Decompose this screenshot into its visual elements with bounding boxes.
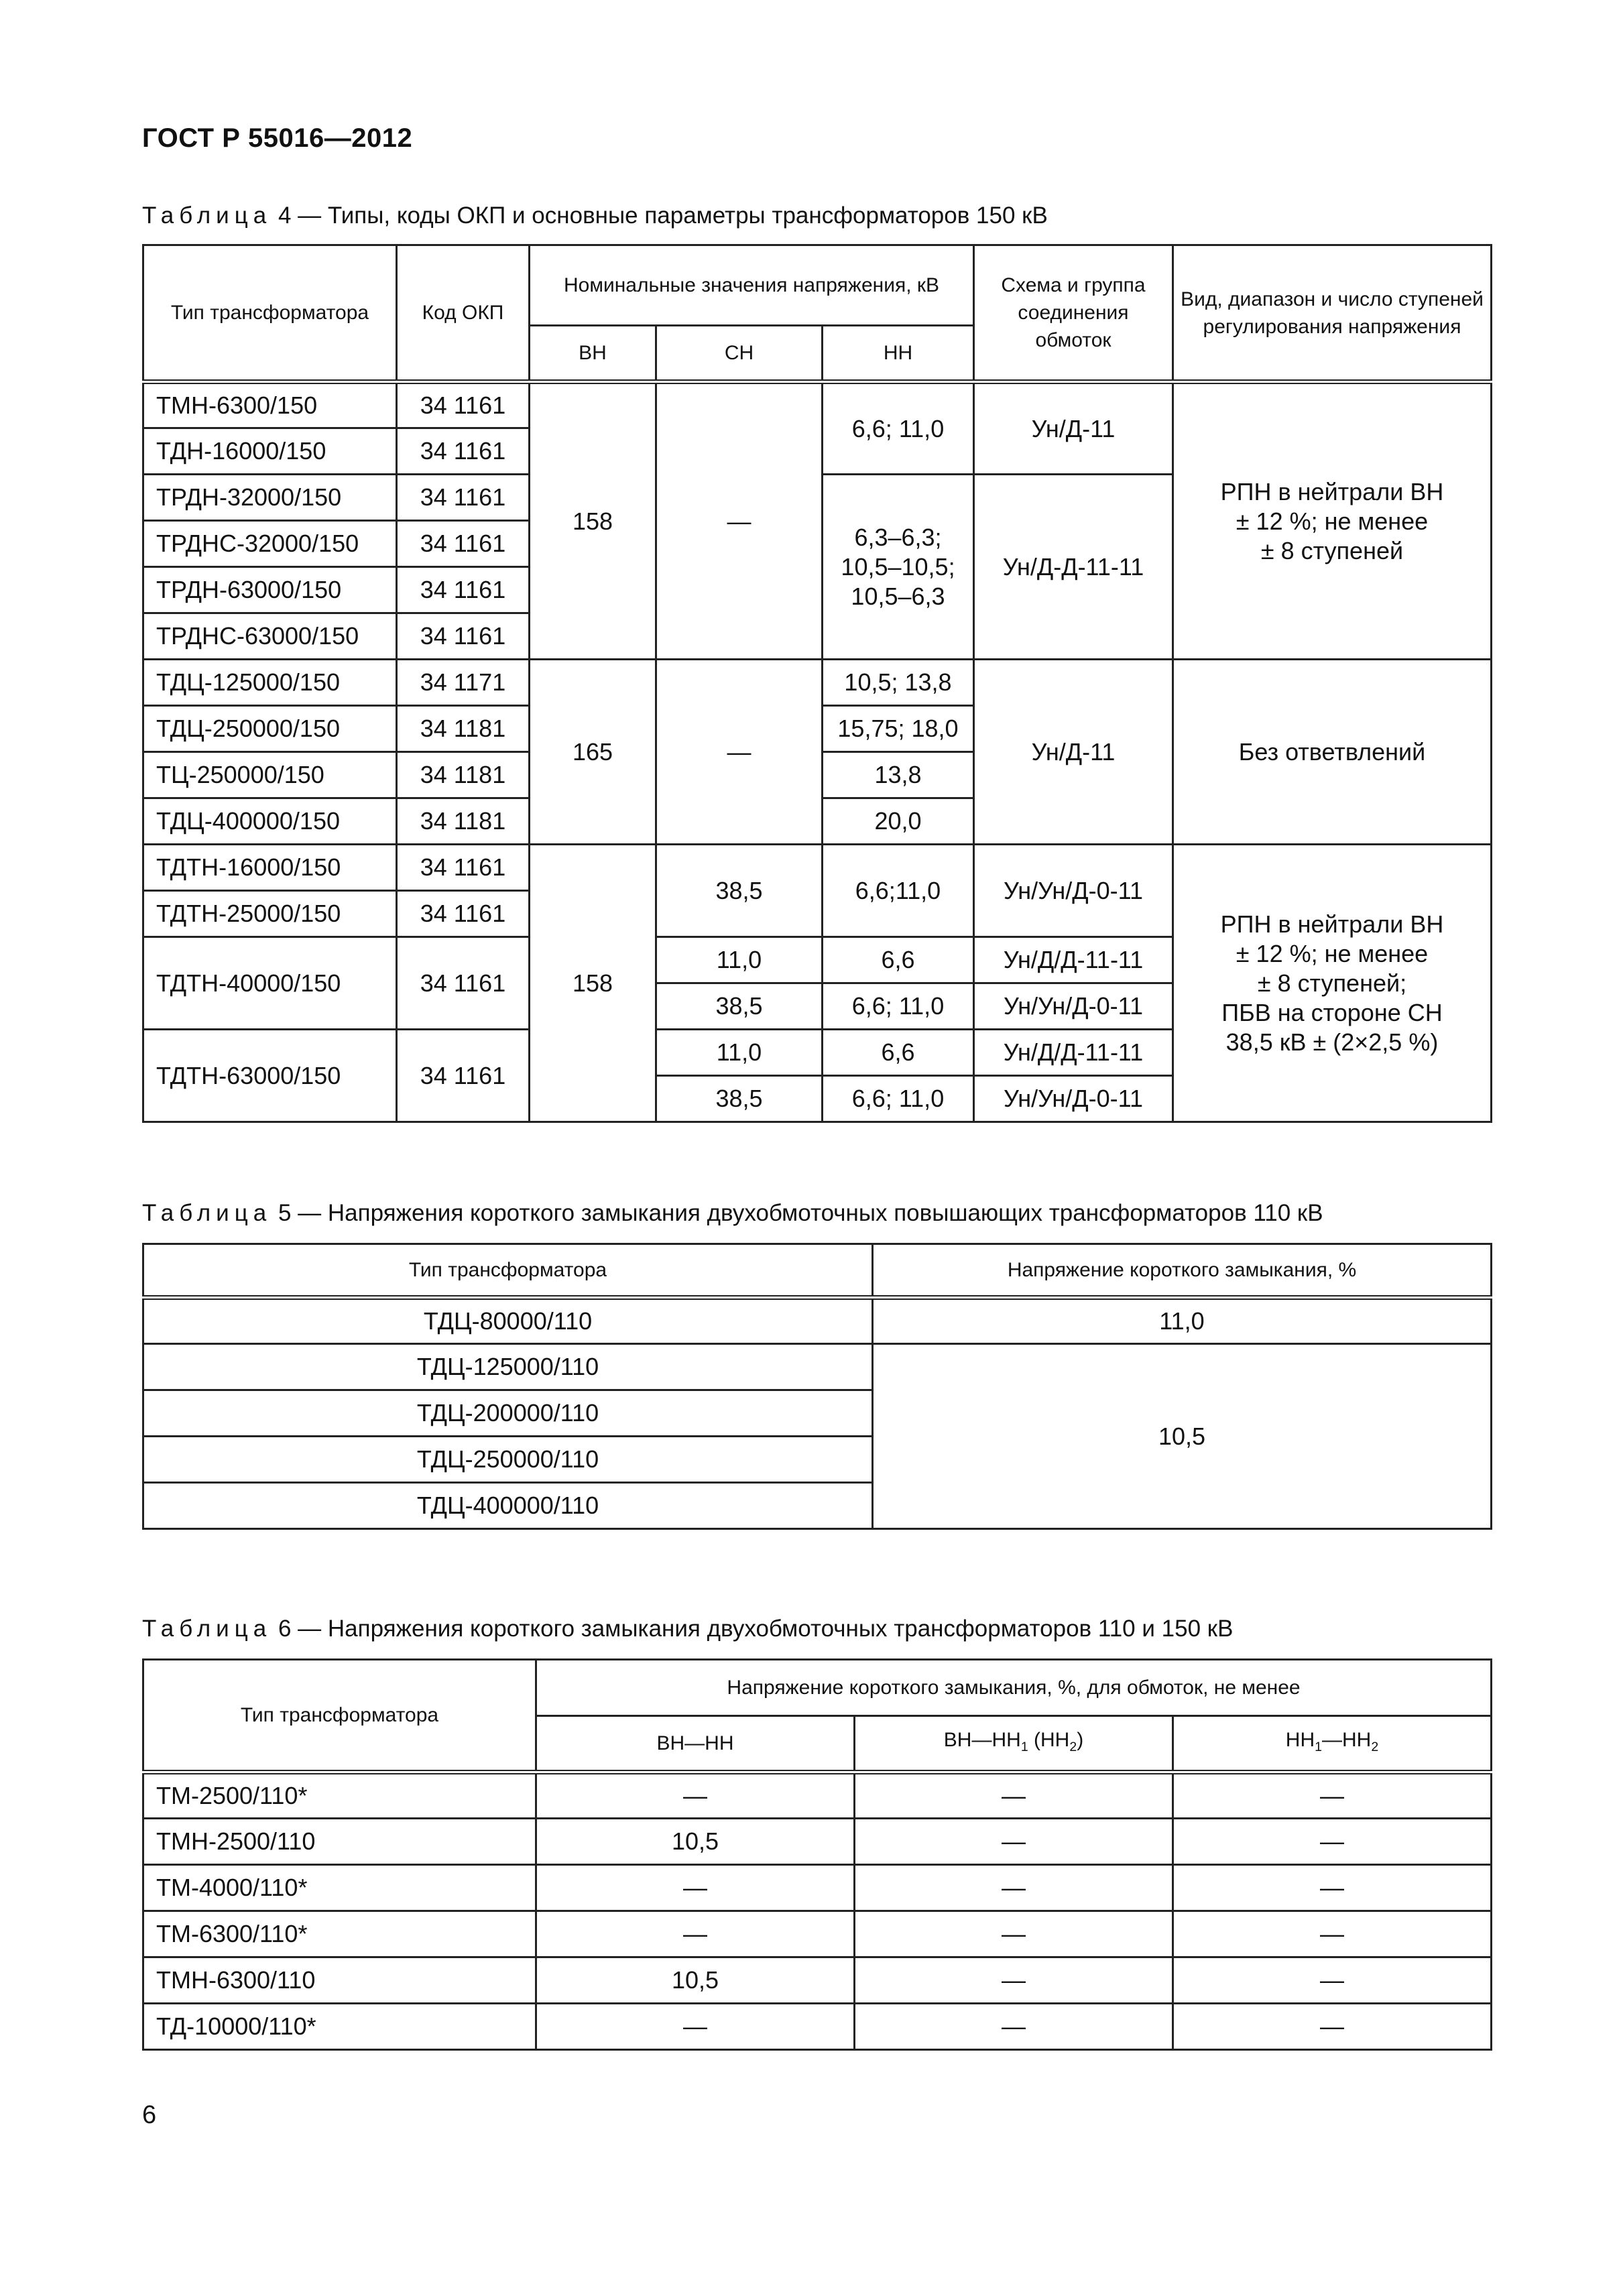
t6-c3: — xyxy=(1173,1957,1492,2004)
t6-c3: — xyxy=(1173,1911,1492,1957)
t4-type: ТДТН-40000/150 xyxy=(143,937,397,1030)
t6-header-group: Напряжение короткого замыкания, %, для обмоток, не менее xyxy=(536,1660,1492,1716)
t6-header-sub: 2 xyxy=(1069,1739,1077,1754)
t4-scheme: Ун/Д-11 xyxy=(974,382,1173,475)
t4-type: ТДН-16000/150 xyxy=(143,428,397,475)
t4-header-nn: НН xyxy=(823,326,974,382)
t4-regulation-line: ± 8 ступеней xyxy=(1260,536,1404,564)
table6-caption-word: Таблица xyxy=(142,1616,272,1642)
t4-regulation xyxy=(1173,845,1492,1122)
t4-type: ТРДНС-63000/150 xyxy=(143,613,397,660)
t6-c3: — xyxy=(1173,2004,1492,2050)
t5-header-voltage: Напряжение короткого замыкания, % xyxy=(873,1244,1492,1298)
table6 xyxy=(142,1658,1492,2051)
t4-nn: 6,6; 11,0 xyxy=(823,1076,974,1122)
t6-header-sub: 2 xyxy=(1371,1739,1379,1754)
t6-type: ТМ-6300/110* xyxy=(143,1911,536,1957)
t6-c1: 10,5 xyxy=(536,1819,855,1865)
t6-c1: — xyxy=(536,2004,855,2050)
t4-code: 34 1161 xyxy=(397,567,530,613)
t4-sn: 38,5 xyxy=(656,845,823,937)
table-row xyxy=(143,1911,1492,1957)
t6-header-sub: 1 xyxy=(1315,1739,1322,1754)
t4-nn: 15,75; 18,0 xyxy=(823,706,974,752)
t6-header-nn1-nn2 xyxy=(1173,1716,1492,1772)
t4-code: 34 1161 xyxy=(397,845,530,891)
t4-regulation xyxy=(1173,382,1492,660)
t4-sn: 11,0 xyxy=(656,937,823,983)
t4-nn: 6,6; 11,0 xyxy=(823,983,974,1030)
t4-header-scheme: Схема и группа соединения обмоток xyxy=(974,245,1173,382)
table4-caption-word: Таблица xyxy=(142,202,272,229)
t4-type: ТДЦ-125000/150 xyxy=(143,660,397,706)
t5-type: ТДЦ-125000/110 xyxy=(143,1344,873,1390)
t5-type: ТДЦ-250000/110 xyxy=(143,1437,873,1483)
table6-caption-text: 6 — Напряжения короткого замыкания двухобмоточных трансформаторов 110 и 150 кВ xyxy=(278,1616,1234,1642)
table-row xyxy=(143,1298,1492,1344)
t6-c2: — xyxy=(855,1911,1173,1957)
t4-nn: 10,5; 13,8 xyxy=(823,660,974,706)
table-row xyxy=(143,660,1492,706)
t4-scheme: Ун/Ун/Д-0-11 xyxy=(974,983,1173,1030)
t4-type: ТДТН-63000/150 xyxy=(143,1030,397,1122)
t4-regulation-line: 38,5 кВ ± (2×2,5 %) xyxy=(1225,1028,1439,1056)
t4-header-sn: СН xyxy=(656,326,823,382)
t4-header-vn: ВН xyxy=(530,326,656,382)
t6-header-text: (НН xyxy=(1028,1728,1070,1751)
t4-nn-line: 10,5–6,3 xyxy=(851,582,945,610)
t6-c2: — xyxy=(855,1772,1173,1819)
t4-header-type: Тип трансформатора xyxy=(143,245,397,382)
t4-code: 34 1161 xyxy=(397,521,530,567)
t4-nn: 6,6;11,0 xyxy=(823,845,974,937)
t6-type: ТМ-2500/110* xyxy=(143,1772,536,1819)
t4-code: 34 1161 xyxy=(397,613,530,660)
t4-code: 34 1181 xyxy=(397,706,530,752)
table4 xyxy=(142,244,1492,1123)
t5-voltage: 10,5 xyxy=(873,1344,1492,1529)
t4-header-code: Код ОКП xyxy=(397,245,530,382)
t4-sn: — xyxy=(656,382,823,660)
t4-scheme: Ун/Ун/Д-0-11 xyxy=(974,1076,1173,1122)
table4-caption xyxy=(142,202,1048,229)
table-row xyxy=(143,1957,1492,2004)
t4-type: ТЦ-250000/150 xyxy=(143,752,397,798)
t4-sn: 38,5 xyxy=(656,1076,823,1122)
t4-code: 34 1161 xyxy=(397,475,530,521)
t6-c2: — xyxy=(855,1819,1173,1865)
t4-type: ТДТН-16000/150 xyxy=(143,845,397,891)
t6-c2: — xyxy=(855,2004,1173,2050)
t6-type: ТМН-6300/110 xyxy=(143,1957,536,2004)
t4-regulation-line: ПБВ на стороне СН xyxy=(1221,998,1443,1026)
t4-code: 34 1181 xyxy=(397,752,530,798)
t4-nn: 13,8 xyxy=(823,752,974,798)
t4-type: ТДЦ-400000/150 xyxy=(143,798,397,845)
t4-nn: 6,6; 11,0 xyxy=(823,382,974,475)
t4-regulation-line: ± 12 %; не менее xyxy=(1236,939,1429,967)
t6-c3: — xyxy=(1173,1819,1492,1865)
t6-type: ТМ-4000/110* xyxy=(143,1865,536,1911)
t4-vn: 158 xyxy=(530,382,656,660)
t4-regulation-line: РПН в нейтрали ВН xyxy=(1220,910,1444,938)
table5-caption-word: Таблица xyxy=(142,1200,272,1226)
t6-c3: — xyxy=(1173,1865,1492,1911)
t5-header-type: Тип трансформатора xyxy=(143,1244,873,1298)
t4-type: ТРДНС-32000/150 xyxy=(143,521,397,567)
t4-sn: 11,0 xyxy=(656,1030,823,1076)
table6-caption xyxy=(142,1616,1233,1642)
t5-type: ТДЦ-400000/110 xyxy=(143,1483,873,1529)
t4-code: 34 1161 xyxy=(397,1030,530,1122)
t6-c2: — xyxy=(855,1865,1173,1911)
t6-header-vn-nn1 xyxy=(855,1716,1173,1772)
t4-header-regulation: Вид, диапазон и число ступеней регулирования напряжения xyxy=(1173,245,1492,382)
t4-nn-line: 10,5–10,5; xyxy=(841,552,955,581)
t4-code: 34 1171 xyxy=(397,660,530,706)
t6-header-text: ВН—НН xyxy=(943,1728,1021,1751)
table-row xyxy=(143,2004,1492,2050)
t4-regulation-line: РПН в нейтрали ВН xyxy=(1220,477,1444,505)
t4-regulation: Без ответвлений xyxy=(1173,660,1492,845)
t4-regulation-line: ± 12 %; не менее xyxy=(1236,507,1429,535)
t4-nn: 6,6 xyxy=(823,937,974,983)
table4-caption-text: 4 — Типы, коды ОКП и основные параметры трансформаторов 150 кВ xyxy=(278,202,1048,229)
t6-c1: — xyxy=(536,1865,855,1911)
t4-code: 34 1161 xyxy=(397,382,530,428)
t4-scheme: Ун/Д/Д-11-11 xyxy=(974,1030,1173,1076)
t4-header-nominal: Номинальные значения напряжения, кВ xyxy=(530,245,974,326)
t5-voltage: 11,0 xyxy=(873,1298,1492,1344)
page-number: 6 xyxy=(142,2101,157,2129)
t6-header-text: —НН xyxy=(1322,1728,1372,1751)
table-row xyxy=(143,1344,1492,1390)
t4-type: ТДТН-25000/150 xyxy=(143,891,397,937)
t4-scheme: Ун/Д/Д-11-11 xyxy=(974,937,1173,983)
t6-type: ТД-10000/110* xyxy=(143,2004,536,2050)
table-row xyxy=(143,845,1492,891)
t6-header-type: Тип трансформатора xyxy=(143,1660,536,1772)
t4-nn: 6,6 xyxy=(823,1030,974,1076)
t4-sn: 38,5 xyxy=(656,983,823,1030)
t4-nn xyxy=(823,475,974,660)
t4-type: ТРДН-32000/150 xyxy=(143,475,397,521)
t4-sn: — xyxy=(656,660,823,845)
t4-type: ТРДН-63000/150 xyxy=(143,567,397,613)
t6-header-text: ) xyxy=(1077,1728,1084,1751)
t4-code: 34 1161 xyxy=(397,891,530,937)
table5 xyxy=(142,1243,1492,1530)
t4-type: ТДЦ-250000/150 xyxy=(143,706,397,752)
table5-caption xyxy=(142,1200,1323,1227)
t6-c1: — xyxy=(536,1772,855,1819)
t4-type: ТМН-6300/150 xyxy=(143,382,397,428)
table-row xyxy=(143,1772,1492,1819)
t4-code: 34 1181 xyxy=(397,798,530,845)
document-code: ГОСТ Р 55016—2012 xyxy=(142,123,413,153)
table-row xyxy=(143,1819,1492,1865)
t6-c1: — xyxy=(536,1911,855,1957)
t5-type: ТДЦ-200000/110 xyxy=(143,1390,873,1437)
t4-code: 34 1161 xyxy=(397,937,530,1030)
table-row xyxy=(143,382,1492,428)
table-row xyxy=(143,1865,1492,1911)
t4-scheme: Ун/Д-Д-11-11 xyxy=(974,475,1173,660)
t6-c3: — xyxy=(1173,1772,1492,1819)
t5-type: ТДЦ-80000/110 xyxy=(143,1298,873,1344)
t4-regulation-line: ± 8 ступеней; xyxy=(1257,969,1407,997)
table5-caption-text: 5 — Напряжения короткого замыкания двухобмоточных повышающих трансформаторов 110 кВ xyxy=(278,1200,1323,1226)
t6-c2: — xyxy=(855,1957,1173,2004)
t6-header-vn-nn: ВН—НН xyxy=(536,1716,855,1772)
t4-nn-line: 6,3–6,3; xyxy=(854,523,942,551)
t4-nn: 20,0 xyxy=(823,798,974,845)
t6-header-sub: 1 xyxy=(1020,1739,1028,1754)
t4-scheme: Ун/Ун/Д-0-11 xyxy=(974,845,1173,937)
t4-vn: 158 xyxy=(530,845,656,1122)
t4-scheme: Ун/Д-11 xyxy=(974,660,1173,845)
t6-header-text: НН xyxy=(1285,1728,1315,1751)
t6-c1: 10,5 xyxy=(536,1957,855,2004)
t4-code: 34 1161 xyxy=(397,428,530,475)
t4-vn: 165 xyxy=(530,660,656,845)
t6-type: ТМН-2500/110 xyxy=(143,1819,536,1865)
